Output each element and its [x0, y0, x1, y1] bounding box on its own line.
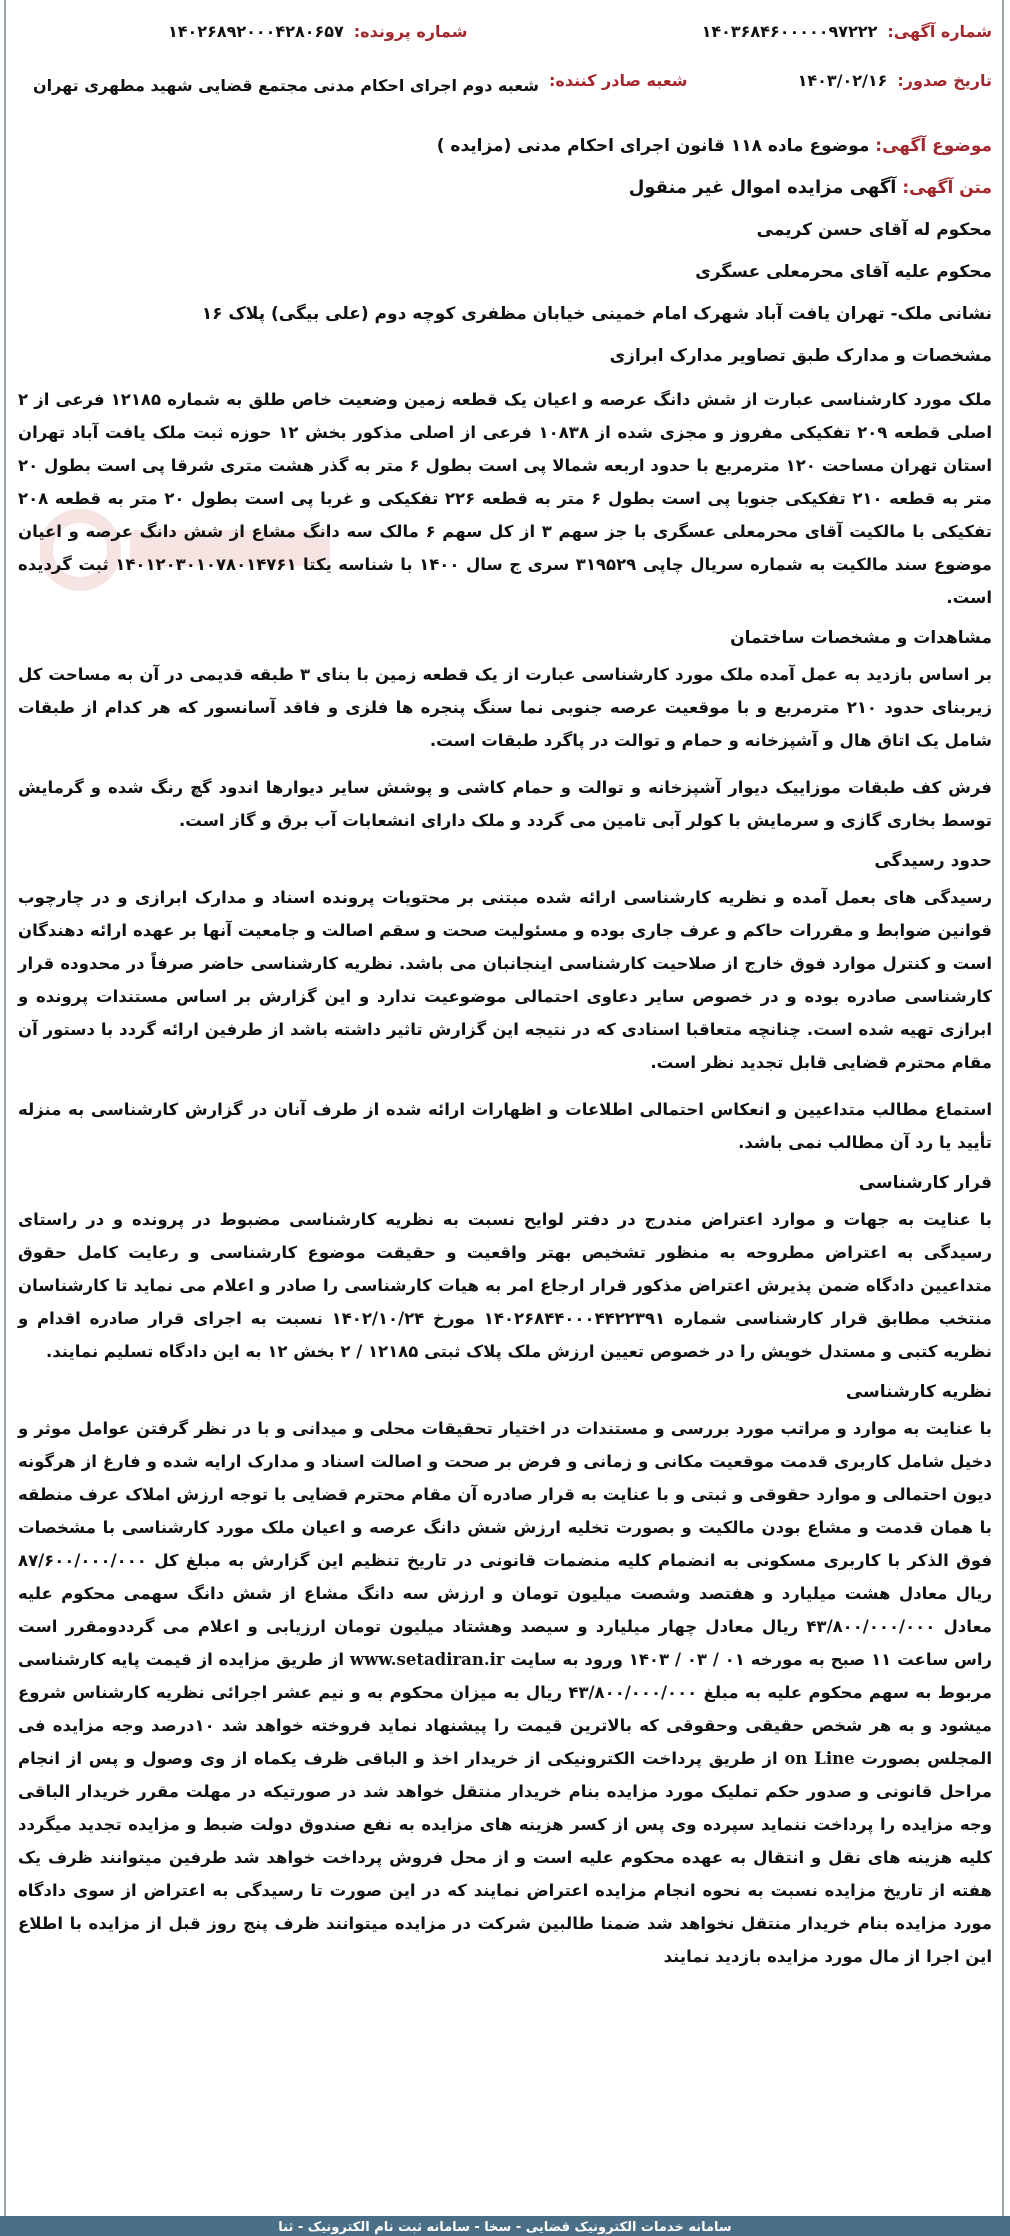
issue-date — [798, 71, 992, 90]
case-number-label: شماره پرونده: — [353, 22, 468, 41]
heading-observations: مشاهدات و مشخصات ساختمان — [730, 628, 992, 648]
subject-row — [18, 131, 992, 161]
ad-number-label: شماره آگهی: — [887, 22, 992, 41]
debtor-line: محکوم علیه آقای محرمعلی عسگری — [695, 262, 992, 282]
documents-line: مشخصات و مدارک طبق تصاویر مدارک ابرازی — [609, 346, 992, 366]
subject-label: موضوع آگهی: — [875, 136, 992, 156]
notice-document — [18, 22, 992, 1987]
meta-row-top — [18, 22, 992, 41]
issue-date-label: تاریخ صدور: — [897, 71, 992, 90]
address-line: نشانی ملک- تهران یافت آباد شهرک امام خمینی خیابان مظفری کوچه دوم (علی بیگی) پلاک ۱۶ — [201, 304, 992, 324]
building-description: بر اساس بازدید به عمل آمده ملک مورد کارشناسی عبارت از یک قطعه زمین با بنای ۳ طبقه قدیمی در آن به مساحت کل زیربنای حدود ۲۱۰ مترمربع و با موقعیت عرصه جنوبی نما سنگ پنجره ها فلزی و فاقد آسانسور که هر کدام از طبقات شامل یک اتاق هال و آشپزخانه و حمام و توالت در پاگرد طبقات است. — [18, 665, 992, 750]
ad-number-value: ۱۴۰۳۶۸۴۶۰۰۰۰۰۹۷۲۲۲ — [701, 22, 878, 41]
property-description: ملک مورد کارشناسی عبارت از شش دانگ عرصه و اعیان یک قطعه زمین وضعیت خاص طلق به شماره ۱۲۱۸۵ فرعی از ۲ اصلی قطعه ۲۰۹ تفکیکی مفروز و مجزی شده از ۱۰۸۳۸ فرعی از اصلی مذکور بخش ۱۲ حوزه ثبت ملک یافت آباد تهران استان تهران مساحت ۱۲۰ مترمربع با حدود اربعه شمالا پی است بطول ۶ متر به گذر هشت متری شرقا پی است بطول ۲۰ متر به قطعه ۲۱۰ تفکیکی جنوبا پی است بطول ۶ متر به قطعه ۲۲۶ تفکیکی و غربا پی است بطول ۲۰ متر به قطعه ۲۰۸ تفکیکی با مالکیت آقای محرمعلی عسگری با جز سهم ۳ از کل سهم ۶ مالک سه دانگ مشاع از شش دانگ عرصه و اعیان موضوع سند مالکیت به شماره سریال چاپی ۳۱۹۵۲۹ سری ج سال ۱۴۰۰ با شناسه یکتا ۱۴۰۱۲۰۳۰۱۰۷۸۰۱۴۷۶۱ ثبت گردیده است. — [18, 390, 993, 607]
meta-row-second — [18, 71, 992, 101]
expert-order-paragraph: با عنایت به جهات و موارد اعتراض مندرج در دفتر لوایح نسبت به نظریه کارشناسی مضبوط در پرونده و در راستای رسیدگی به اعتراض مطروحه به منظور تشخیص بهتر واقعیت و حقیقت موضوع کارشناسی و رعایت کامل حقوق متداعیین دادگاه ضمن پذیرش اعتراض مذکور قرار ارجاع امر به هیات کارشناسی را صادر و اعلام می نماید تا کارشناسان منتخب مطابق قرار کارشناسی شماره ۱۴۰۲۶۸۴۴۰۰۰۴۴۲۲۳۹۱ مورخ ۱۴۰۲/۱۰/۲۴ نسبت به اجرای قرار صادره اقدام و نظریه کتبی و مستدل خویش را در خصوص تعیین ارزش ملک پلاک ثبتی ۱۲۱۸۵ / ۲ بخش ۱۲ به این دادگاه تسلیم نمایند. — [18, 1210, 992, 1361]
issuing-unit — [33, 71, 688, 101]
heading-expert-opinion: نظریه کارشناسی — [845, 1382, 992, 1402]
opinion-text-part-3: از طریق پرداخت الکترونیکی از خریدار اخذ و الباقی ظرف یکماه از وی وصول و پس از انجام مراحل قانونی و صدور حکم تملیک مورد مزایده بنام خریدار منتقل خواهد شد در صورتیکه در مهلت مقرر خریدار الباقی وجه مزایده را پرداخت ننماید سپرده وی پس از کسر هزینه های مزایده به نفع صندوق دولت ضبط و مزایده تجدید میگردد کلیه هزینه های نقل و انتقال به عهده محکوم علیه است و از محل فروش پرداخت خواهد شد طرفین میتوانند ظرف یک هفته از تاریخ مزایده نسبت به نحوه انجام مزایده اعتراض نمایند که در این صورت تا رسیدگی به اعتراض از سوی دادگاه مورد مزایده بنام خریدار منتقل نخواهد شد ضمنا طالبین شرکت در مزایده میتوانند ظرف پنج روز قبل از مزایده با اطلاع این اجرا از مال مورد مزایده بازدید نمایند — [18, 1749, 992, 1966]
heading-scope: حدود رسیدگی — [874, 851, 992, 871]
ad-text-value: آگهی مزایده اموال غیر منقول — [628, 177, 897, 198]
ad-number — [702, 22, 992, 41]
ad-text-row — [18, 173, 992, 203]
heading-expert-order: قرار کارشناسی — [858, 1173, 992, 1193]
case-number — [168, 22, 467, 41]
opinion-text-part-1: با عنایت به موارد و مراتب مورد بررسی و مستندات در اختیار تحقیقات محلی و میدانی و با در نظر گرفتن عوامل موثر و دخیل شامل کاربری قدمت موقعیت مکانی و زمانی و فرض بر صحت و اصالت اسناد و مدارک ارایه شده و فارغ از هرگونه دیون احتمالی و موارد حقوقی و ثبتی و با عنایت به قرار صادره آن مقام محترم قضایی با توجه ارزش املاک عرف منطقه با همان قدمت و مشاع بودن مالکیت و بصورت تخلیه ارزش شش دانگ عرصه و اعیان ملک مورد کارشناسی با مشخصات فوق الذکر با کاربری مسکونی به انضمام کلیه منضمات قانونی در تاریخ تنظیم این گزارش به مبلغ کل ۸۷/۶۰۰/۰۰۰/۰۰۰ ریال معادل هشت میلیارد و هفتصد وشصت میلیون تومان و ارزش سه دانگ مشاع از شش دانگ سهمی محکوم علیه معادل ۴۳/۸۰۰/۰۰۰/۰۰۰ ریال معادل چهار میلیارد و سیصد وهشتاد میلیون تومان ارزیابی و اعلام می گرددومقرر است راس ساعت ۱۱ صبح به مورخه ۰۱ / ۰۳ / ۱۴۰۳ ورود به سایت — [18, 1419, 993, 1669]
online-label: on Line — [784, 1749, 855, 1768]
opinion-text-part-2: از طریق مزایده از قیمت پایه کارشناسی مربوط به سهم محکوم علیه به مبلغ ۴۳/۸۰۰/۰۰۰/۰۰۰ ریال به میزان محکوم به و نیم عشر اجرائی نظریه کارشناس شروع میشود و به هر شخص حقیقی وحقوقی که بالاترین قیمت را پیشنهاد نماید فروخته خواهد شد ۱۰درصد وجه مزایده فی المجلس بصورت — [18, 1650, 992, 1768]
scope-paragraph: رسیدگی های بعمل آمده و نظریه کارشناسی ارائه شده مبتنی بر محتویات پرونده اسناد و مدارک ابرازی و در چارچوب قوانین ضوابط و مقررات حاکم و عرف جاری بوده و مسئولیت صحت و سقم اصالت و جامعیت آنها بر عهده ارائه دهندگان است و کنترل موارد فوق خارج از صلاحیت کارشناسی اینجانبان می باشد. نظریه کارشناسی حاضر صرفاً در محدوده قرار کارشناسی صادره بوده و در خصوص سایر دعاوی احتمالی موضوعیت ندارد و این گزارش بر اساس مستندات پرونده و ابرازی تهیه شده است. چنانچه متعاقبا اسنادی که در نتیجه این گزارش تاثیر داشته باشد از طرفین ارائه گردد با دستور آن مقام محترم قضایی قابل تجدید نظر است. — [18, 888, 992, 1072]
issuing-unit-label: شعبه صادر کننده: — [549, 71, 688, 90]
subject-value: موضوع ماده ۱۱۸ قانون اجرای احکام مدنی (مزایده ) — [436, 136, 870, 156]
case-number-value: ۱۴۰۲۶۸۹۲۰۰۰۴۲۸۰۶۵۷ — [168, 22, 344, 41]
statements-paragraph: استماع مطالب متداعیین و انعکاس احتمالی اطلاعات و اظهارات ارائه شده از طرف آنان در گزارش کارشناسی به منزله تأیید یا رد آن مطالب نمی باشد. — [18, 1100, 992, 1152]
footer-bar: سامانه خدمات الکترونیک قضایی - سخا - سامانه ثبت نام الکترونیک - ثنا — [0, 2216, 1010, 2236]
issuing-unit-value: شعبه دوم اجرای احکام مدنی مجتمع قضایی شهید مطهری تهران — [33, 76, 540, 95]
setadiran-link[interactable]: www.setadiran.ir — [349, 1650, 505, 1669]
finish-description: فرش کف طبقات موزاییک دیوار آشپزخانه و توالت و حمام کاشی و پوشش سایر دیوارها اندود گچ رنگ شده و گرمایش توسط بخاری گازی و سرمایش با کولر آبی تامین می گردد و ملک دارای انشعابات آب برق و گاز است. — [18, 778, 992, 830]
beneficiary-line: محکوم له آقای حسن کریمی — [756, 220, 992, 240]
issue-date-value: ۱۴۰۳/۰۲/۱۶ — [797, 71, 888, 90]
ad-text-label: متن آگهی: — [902, 178, 992, 198]
expert-opinion-paragraph — [18, 1412, 992, 1973]
